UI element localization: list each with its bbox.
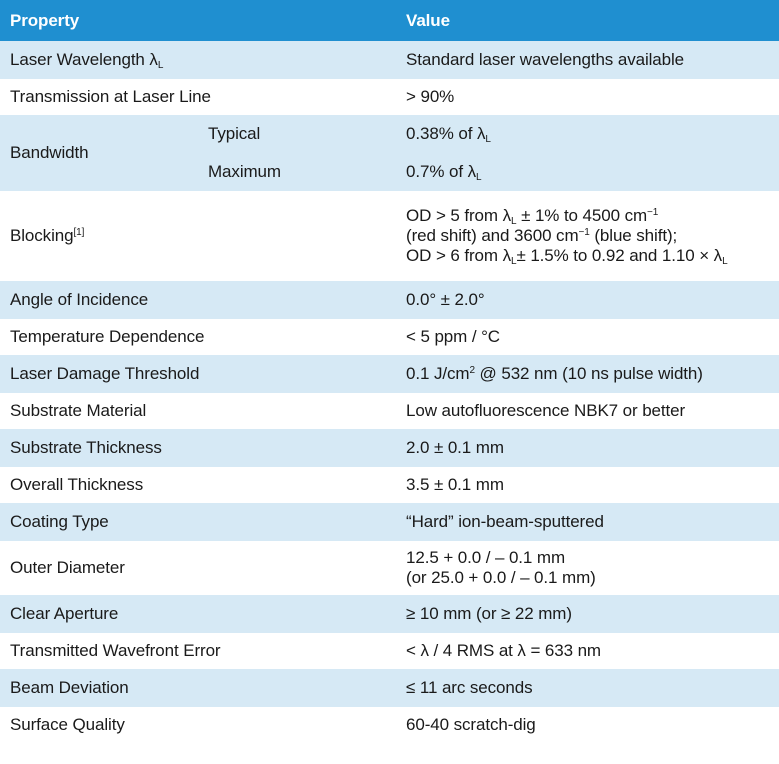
property-cell: Beam Deviation bbox=[0, 669, 386, 707]
property-cell: Temperature Dependence bbox=[0, 319, 386, 355]
table-row bbox=[0, 503, 779, 541]
property-cell: Substrate Material bbox=[0, 393, 386, 429]
property-cell: Transmitted Wavefront Error bbox=[0, 633, 386, 669]
table-row bbox=[0, 191, 779, 281]
value-line: OD > 6 from $\lambda_L\pm 1.5\%$ to 0.92 and $1.10 \times \lambda_L$ bbox=[406, 246, 728, 267]
value-cell: 0.0° ± 2.0° bbox=[386, 281, 779, 319]
property-cell: Substrate Thickness bbox=[0, 429, 386, 467]
table-row bbox=[0, 281, 779, 319]
property-cell: Laser Wavelength $\lambda_L$ bbox=[0, 41, 386, 79]
value-cell: 0.7% of $\lambda_L$ bbox=[386, 153, 779, 191]
property-cell: Laser Damage Threshold bbox=[0, 355, 386, 393]
subproperty-cell: Maximum bbox=[200, 153, 386, 191]
table-row bbox=[0, 393, 779, 429]
table-row bbox=[0, 355, 779, 393]
value-cell: 3.5 ± 0.1 mm bbox=[386, 467, 779, 503]
value-cell: ≥ 10 mm (or ≥ 22 mm) bbox=[386, 595, 779, 633]
property-cell: Overall Thickness bbox=[0, 467, 386, 503]
value-cell: Standard laser wavelengths available bbox=[386, 41, 779, 79]
value-line: 12.5 + 0.0 / – 0.1 mm bbox=[406, 548, 566, 567]
value-line: (or 25.0 + 0.0 / – 0.1 mm) bbox=[406, 568, 596, 587]
property-cell: Blocking[1] bbox=[0, 191, 386, 281]
table-row bbox=[0, 541, 779, 595]
property-cell: Surface Quality bbox=[0, 707, 386, 743]
table-row bbox=[0, 41, 779, 79]
value-cell: 60-40 scratch-dig bbox=[386, 707, 779, 743]
table-header bbox=[0, 0, 779, 41]
header-row bbox=[0, 0, 779, 41]
header-value: Value bbox=[406, 10, 450, 30]
table-row bbox=[0, 467, 779, 503]
value-cell: < 5 ppm / °C bbox=[386, 319, 779, 355]
table-row bbox=[0, 79, 779, 115]
table-row bbox=[0, 669, 779, 707]
value-cell: 0.38% of $\lambda_L$ bbox=[386, 115, 779, 153]
value-cell: ≤ 11 arc seconds bbox=[386, 669, 779, 707]
value-line: OD > 5 from $\lambda_L \pm 1\%$ to 4500 $cm^{-1}$ bbox=[406, 206, 659, 227]
header-property: Property bbox=[10, 10, 80, 30]
value-cell: 0.1 $J/cm^2$ @ 532 nm (10 ns pulse width) bbox=[386, 355, 779, 393]
table-row bbox=[0, 595, 779, 633]
value-cell bbox=[386, 191, 779, 281]
table-row bbox=[0, 429, 779, 467]
subproperty-cell: Typical bbox=[200, 115, 386, 153]
value-cell: < λ / 4 RMS at λ = 633 nm bbox=[386, 633, 779, 669]
value-cell: Low autofluorescence NBK7 or better bbox=[386, 393, 779, 429]
value-cell: > 90% bbox=[386, 79, 779, 115]
value-cell bbox=[386, 541, 779, 595]
value-line: (red shift) and 3600 $cm^{-1}$ (blue shift); bbox=[406, 226, 678, 245]
property-cell: Coating Type bbox=[0, 503, 386, 541]
table-row bbox=[0, 633, 779, 669]
property-cell: Bandwidth bbox=[0, 115, 200, 191]
table-row bbox=[0, 115, 779, 153]
property-cell: Transmission at Laser Line bbox=[0, 79, 386, 115]
table-row bbox=[0, 707, 779, 743]
table-row bbox=[0, 319, 779, 355]
value-cell: 2.0 ± 0.1 mm bbox=[386, 429, 779, 467]
property-cell: Outer Diameter bbox=[0, 541, 386, 595]
value-cell: “Hard” ion-beam-sputtered bbox=[386, 503, 779, 541]
property-cell: Clear Aperture bbox=[0, 595, 386, 633]
property-cell: Angle of Incidence bbox=[0, 281, 386, 319]
